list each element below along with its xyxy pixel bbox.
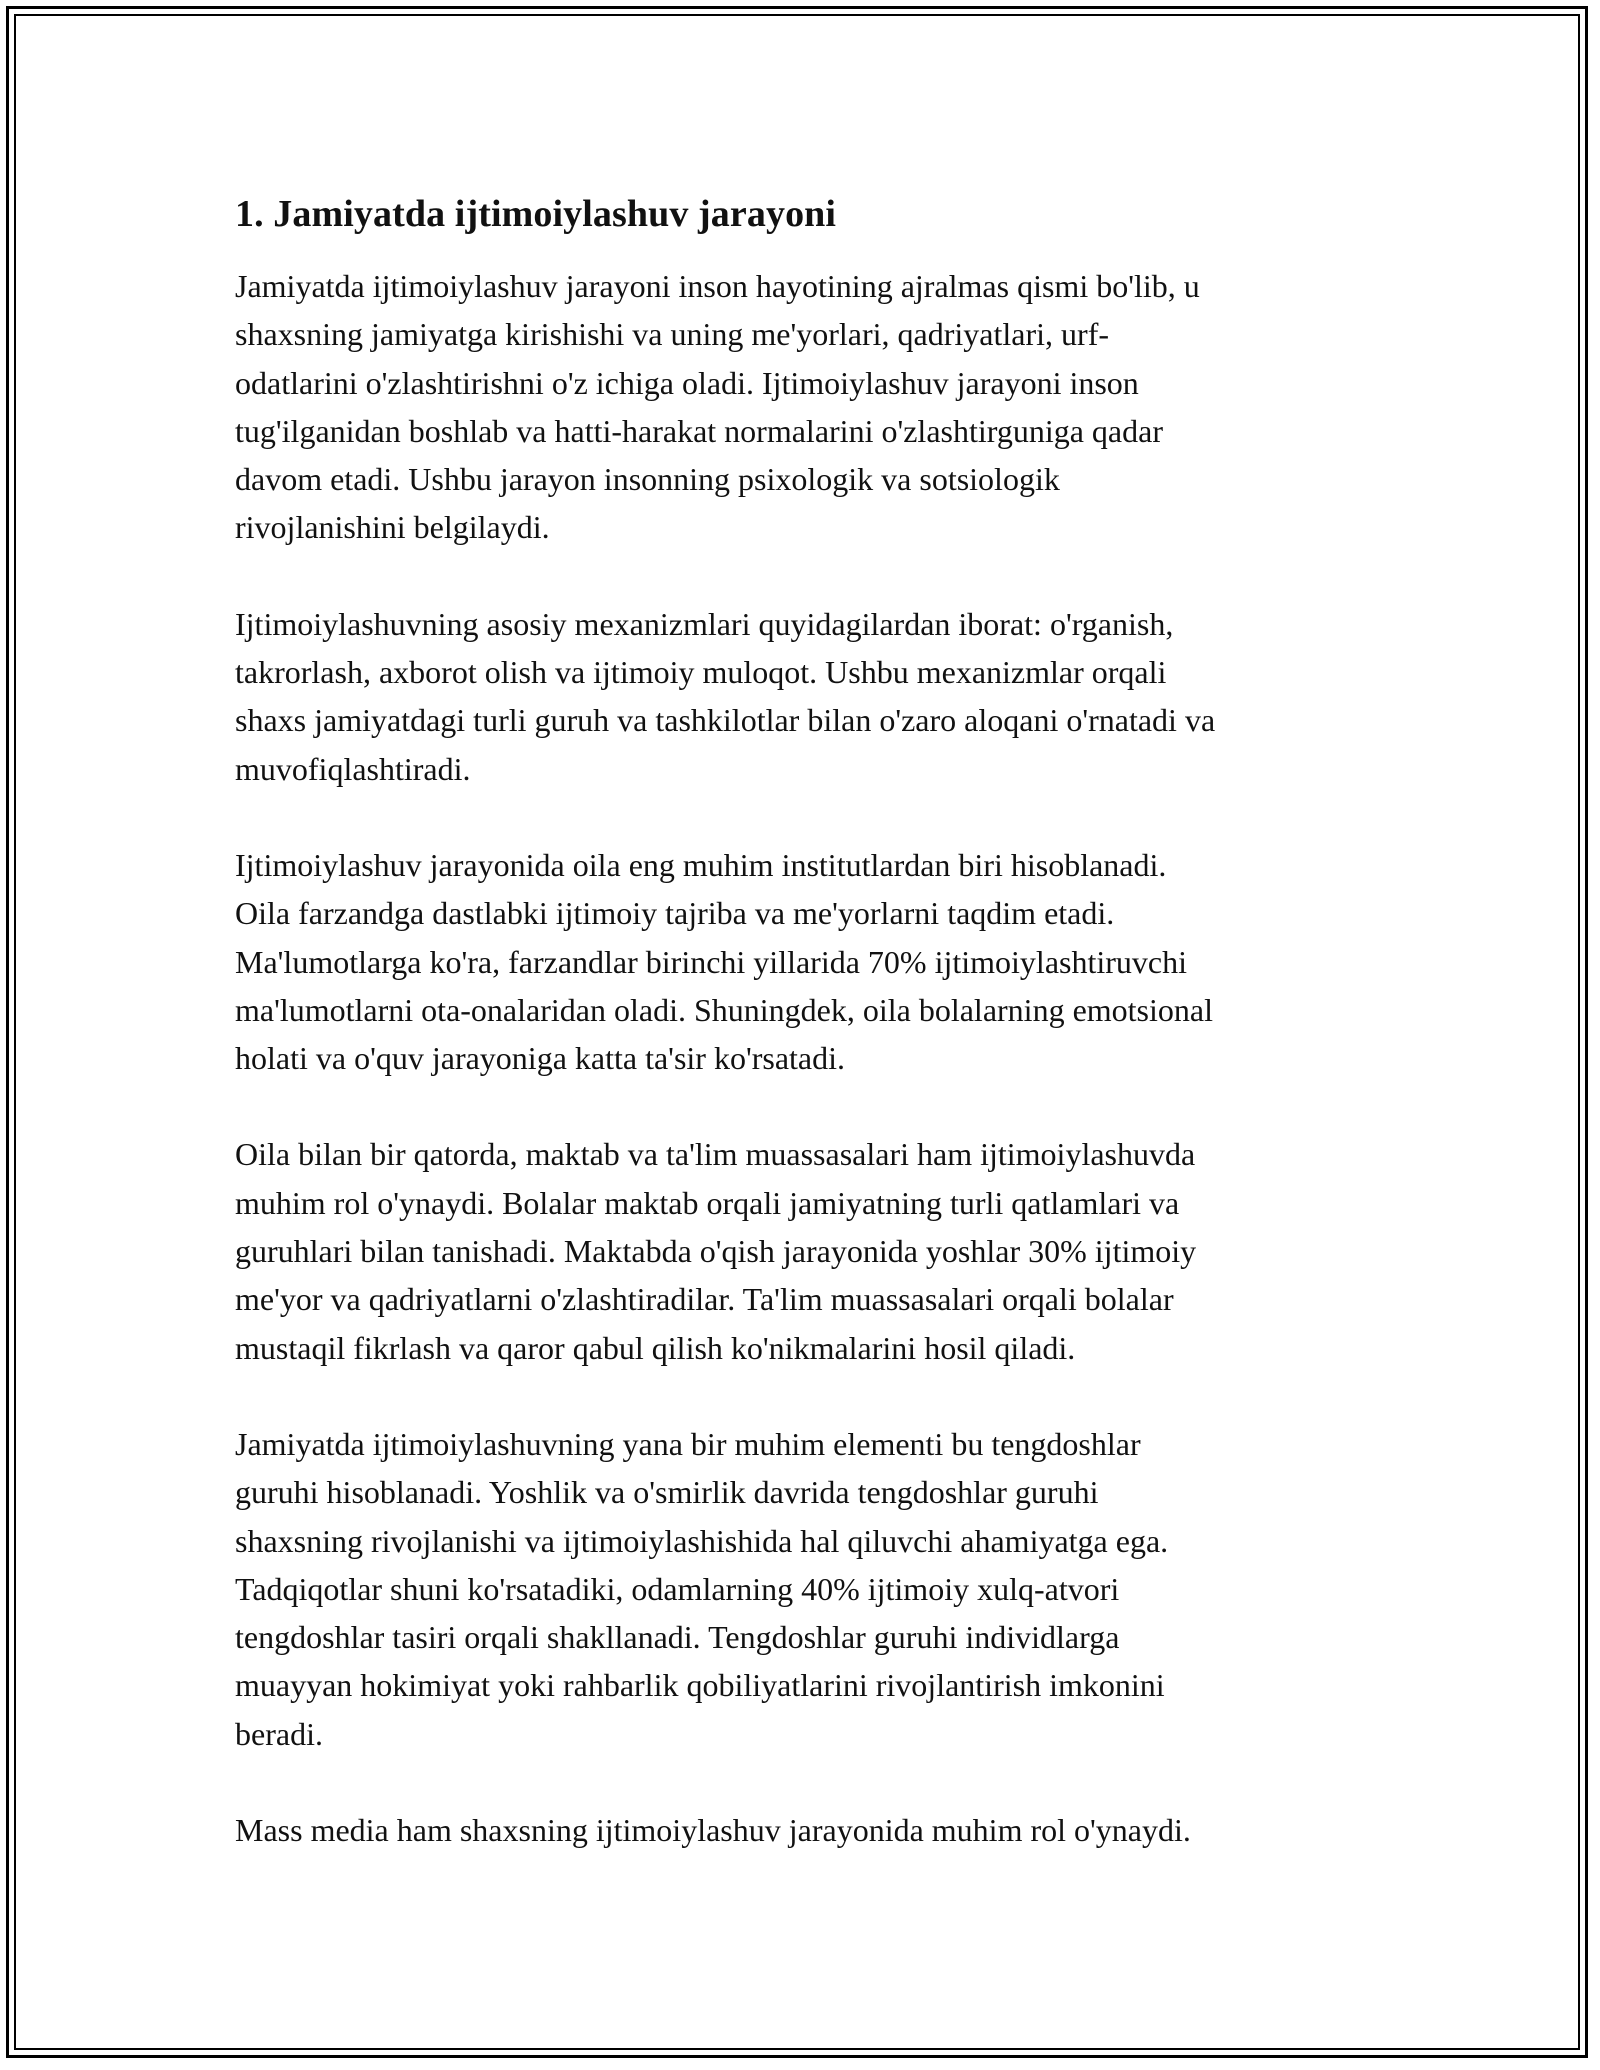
- document-body: [235, 186, 1385, 1902]
- paragraph-6: Mass media ham shaxsning ijtimoiylashuv jarayonida muhim rol o'ynaydi.: [235, 1812, 1191, 1849]
- paragraph-1: Jamiyatda ijtimoiylashuv jarayoni inson hayotining ajralmas qismi bo'lib, u shaxsning jamiyatga kirishishi va uning me'yorlari, qadriyatlari, urf- odatlarini o'zlashtirishni o'z ichiga oladi. Ijtimoiylashuv jarayoni inson tug'ilganidan boshlab va hatti-harakat normalarini o'zlashtirguniga qadar davom etadi. Ushbu jarayon insonning psixologik va sotsiologik rivojlanishini belgilaydi.: [235, 268, 1200, 546]
- paragraph-4: Oila bilan bir qatorda, maktab va ta'lim muassasalari ham ijtimoiylashuvda muhim rol o'ynaydi. Bolalar maktab orqali jamiyatning turli qatlamlari va guruhlari bilan tanishadi. Maktabda o'qish jarayonida yoshlar 30% ijtimoiy me'yor va qadriyatlarni o'zlashtiradilar. Ta'lim muassasalari orqali bolalar mustaqil fikrlash va qaror qabul qilish ko'nikmalarini hosil qiladi.: [235, 1136, 1197, 1366]
- section-heading: 1. Jamiyatda ijtimoiylashuv jarayoni: [235, 193, 837, 235]
- paragraph-5: Jamiyatda ijtimoiylashuvning yana bir muhim elementi bu tengdoshlar guruhi hisoblanadi. Yoshlik va o'smirlik davrida tengdoshlar guruhi shaxsning rivojlanishi va ijtimoiylashishida hal qiluvchi ahamiyatga ega. Tadqiqotlar shuni ko'rsatadiki, odamlarning 40% ijtimoiy xulq-atvori tengdoshlar tasiri orqali shakllanadi. Tengdoshlar guruhi individlarga muayyan hokimiyat yoki rahbarlik qobiliyatlarini rivojlantirish imkonini beradi.: [235, 1425, 1169, 1752]
- paragraph-3: Ijtimoiylashuv jarayonida oila eng muhim institutlardan biri hisoblanadi. Oila farzandga dastlabki ijtimoiy tajriba va me'yorlarni taqdim etadi. Ma'lumotlarga ko'ra, farzandlar birinchi yillarida 70% ijtimoiylashtiruvchi ma'lumotlarni ota-onalaridan oladi. Shuningdek, oila bolalarning emotsional holati va o'quv jarayoniga katta ta'sir ko'rsatadi.: [235, 846, 1213, 1077]
- paragraph-2: Ijtimoiylashuvning asosiy mexanizmlari quyidagilardan iborat: o'rganish, takrorlash, axborot olish va ijtimoiy muloqot. Ushbu mexanizmlar orqali shaxs jamiyatdagi turli guruh va tashkilotlar bilan o'zaro aloqani o'rnatadi va muvofiqlashtiradi.: [235, 605, 1216, 787]
